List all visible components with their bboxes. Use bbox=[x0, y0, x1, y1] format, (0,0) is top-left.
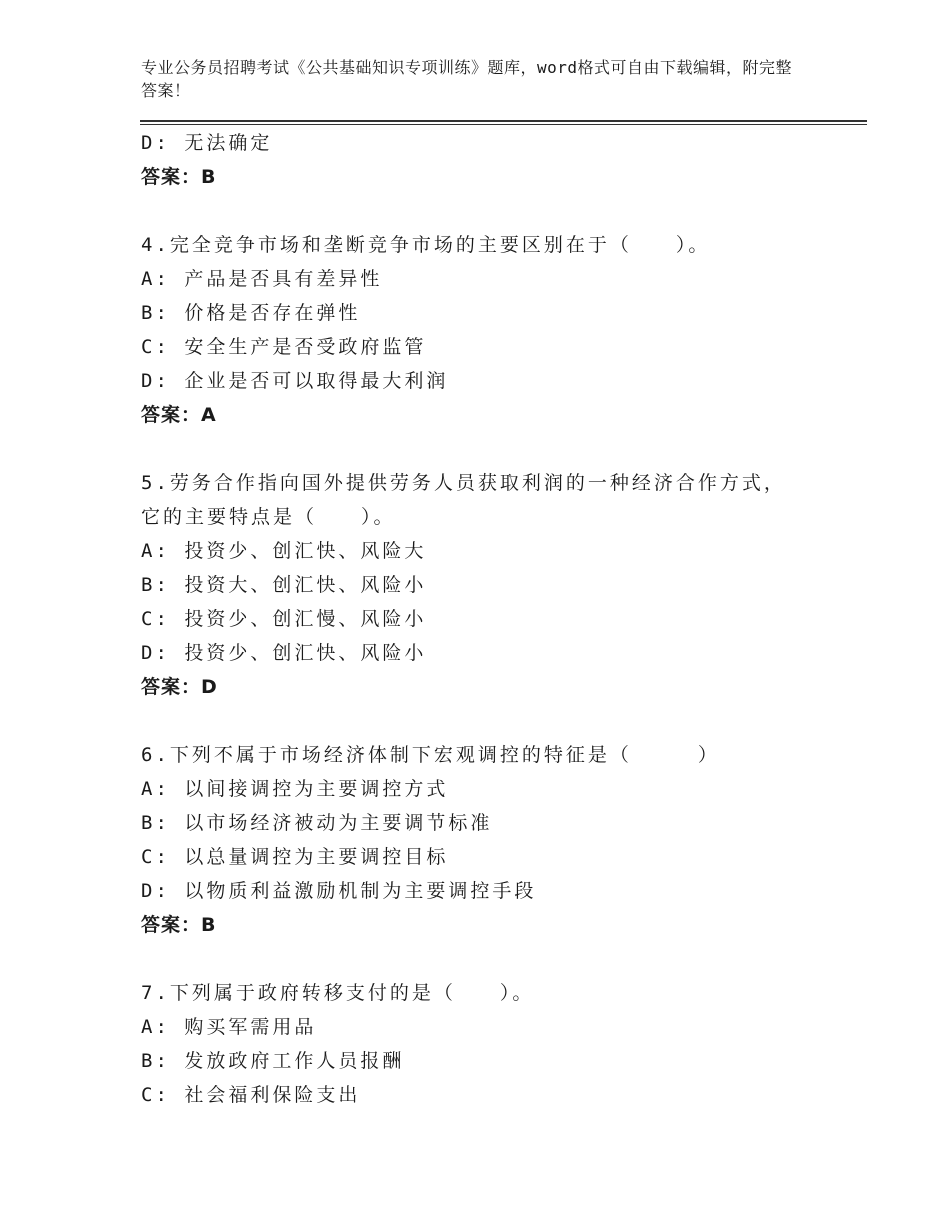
option-a: A: 投资少、创汇快、风险大 bbox=[141, 540, 427, 562]
option-b: B: 以市场经济被动为主要调节标准 bbox=[141, 812, 493, 834]
option-c: C: 投资少、创汇慢、风险小 bbox=[141, 608, 427, 630]
option-a: A: 产品是否具有差异性 bbox=[141, 268, 383, 290]
answer-label: 答案：B bbox=[141, 166, 217, 188]
header-rule-thin bbox=[140, 124, 867, 125]
header-rule-thick bbox=[140, 120, 867, 122]
option-a: A: 购买军需用品 bbox=[141, 1016, 317, 1038]
option-d: D: 以物质利益激励机制为主要调控手段 bbox=[141, 880, 537, 902]
option-b: B: 投资大、创汇快、风险小 bbox=[141, 574, 427, 596]
option-d: D: 无法确定 bbox=[141, 132, 273, 154]
option-c: C: 社会福利保险支出 bbox=[141, 1084, 361, 1106]
question-stem: 5.劳务合作指向国外提供劳务人员获取利润的一种经济合作方式，它的主要特点是（ ）。 bbox=[141, 472, 786, 528]
answer-label: 答案：D bbox=[141, 676, 218, 698]
option-b: B: 发放政府工作人员报酬 bbox=[141, 1050, 405, 1072]
option-c: C: 以总量调控为主要调控目标 bbox=[141, 846, 449, 868]
question-stem: 7.下列属于政府转移支付的是（ ）。 bbox=[141, 982, 535, 1004]
option-a: A: 以间接调控为主要调控方式 bbox=[141, 778, 449, 800]
answer-label: 答案：A bbox=[141, 404, 217, 426]
option-d: D: 投资少、创汇快、风险小 bbox=[141, 642, 427, 664]
question-content bbox=[141, 126, 821, 1112]
option-b: B: 价格是否存在弹性 bbox=[141, 302, 361, 324]
answer-label: 答案：B bbox=[141, 914, 217, 936]
option-d: D: 企业是否可以取得最大利润 bbox=[141, 370, 449, 392]
question-stem: 6.下列不属于市场经济体制下宏观调控的特征是（ ） bbox=[141, 744, 720, 766]
question-stem: 4.完全竞争市场和垄断竞争市场的主要区别在于（ ）。 bbox=[141, 234, 711, 256]
document-header: 专业公务员招聘考试《公共基础知识专项训练》题库，word格式可自由下载编辑，附完整答案！ bbox=[141, 58, 793, 100]
option-c: C: 安全生产是否受政府监管 bbox=[141, 336, 427, 358]
